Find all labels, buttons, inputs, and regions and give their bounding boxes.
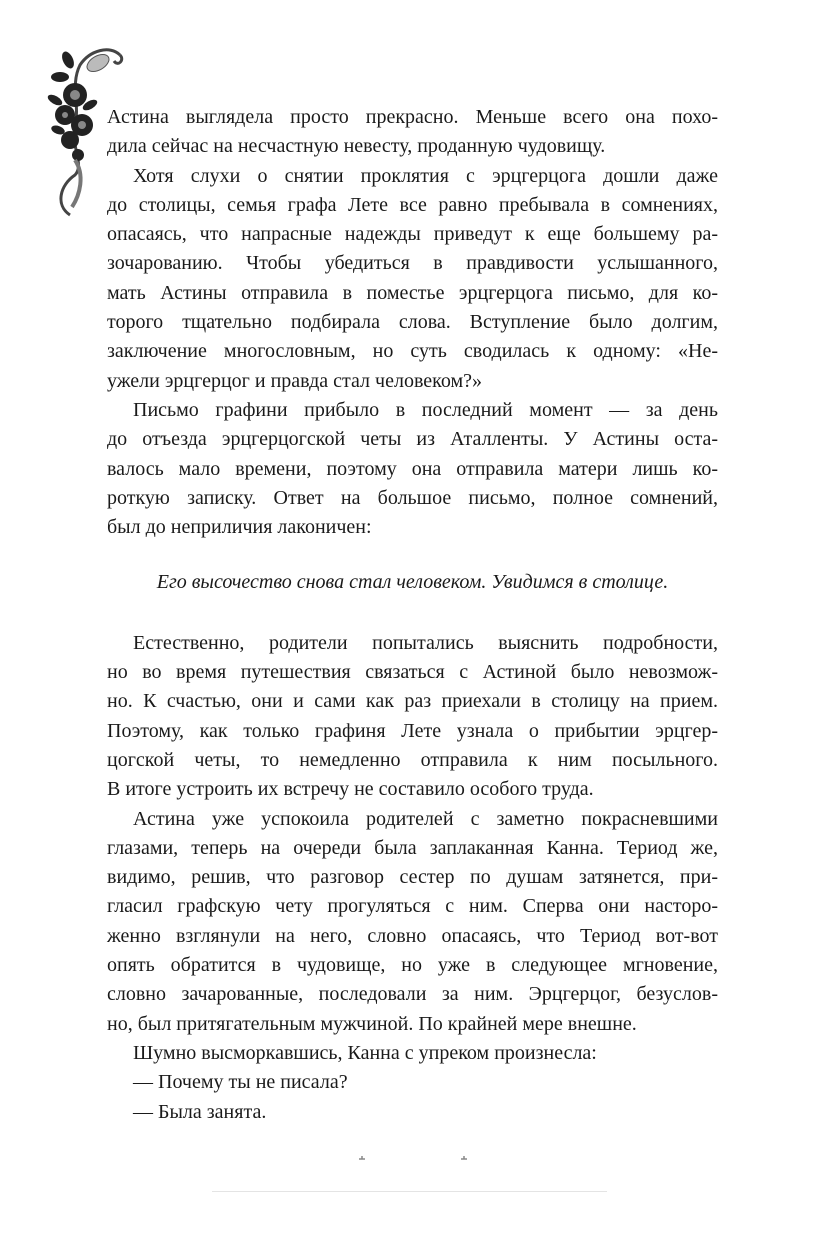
text-line: Его высочество снова стал человеком. Увидимся в столице. [156,571,669,594]
paragraph [107,805,718,1039]
text-line: глазами, теперь на очереди была заплаканная Канна. Териод же, [107,836,718,859]
text-line: дила сейчас на несчастную невесту, проданную чудовищу. [107,135,606,158]
paragraph [107,1068,718,1097]
text-line: но, был притягательным мужчиной. По крайней мере внешне. [107,1012,637,1035]
paragraph [107,1039,718,1068]
text-line: но. К счастью, они и сами как раз приехали в столицу на прием. [107,690,718,713]
text-line: Астина выглядела просто прекрасно. Меньше всего она похо- [107,106,718,128]
text-line: Письмо графини прибыло в последний момент — за день [133,398,718,421]
paragraph [107,629,718,805]
text-line: видимо, решив, что разговор сестер по душам затянется, при- [107,866,718,889]
text-line: Естественно, родители попытались выяснить подробности, [133,631,718,654]
text-line: мать Астины отправила в поместье эрцгерцога письмо, для ко- [107,281,718,304]
paragraph [107,1098,718,1127]
text-line: — Была занята. [133,1100,267,1123]
body-text [107,103,718,1127]
section-divider-ornament-icon [355,1152,475,1164]
text-line: опасаясь, что напрасные надежды приведут к еще большему ра- [107,223,718,246]
text-line: гласил графскую чету прогуляться с ним. Сперва они настоpo- [107,895,718,918]
footer-rule [212,1191,607,1192]
text-line: опять обратится в чудовище, но уже в следующее мгновение, [107,954,718,977]
text-line: Астина уже успокоила родителей с заметно покрасневшими [133,807,718,830]
paragraph [107,162,718,396]
text-line: словно зачарованные, последовали за ним. Эрцгерцог, безуслов- [107,983,718,1006]
text-line: ужели эрцгерцог и правда стал человеком?» [107,369,483,392]
text-line: до столицы, семья графа Лете все равно пребывала в сомнениях, [107,193,718,216]
text-line: зочарованию. Чтобы убедиться в правдивости услышанного, [107,252,718,275]
paragraph [107,396,718,542]
text-line: Хотя слухи о снятии проклятия с эрцгерцога дошли даже [133,164,718,187]
text-line: Поэтому, как только графиня Лете узнала о прибытии эрцгер- [107,719,718,742]
text-line: цогской четы, то немедленно отправила к ним посыльного. [107,748,718,771]
text-line: был до неприличия лаконичен: [107,516,372,539]
text-line: женно взглянули на него, словно опасаясь, что Териод вот-вот [107,924,718,947]
text-line: В итоге устроить их встречу не составило особого труда. [107,778,594,801]
paragraph [107,103,718,162]
text-line: заключение многословным, но суть сводилась к одному: «Не- [107,340,718,363]
text-line: но во время путешествия связаться с Астиной было невозмож- [107,661,718,684]
quoted-letter [107,568,718,597]
text-line: — Почему ты не писала? [133,1071,348,1094]
text-line: Шумно высморкавшись, Канна с упреком произнесла: [133,1041,597,1064]
text-line: до отъезда эрцгерцогской четы из Аталленты. У Астины оста- [107,428,718,451]
text-line: роткую записку. Ответ на большое письмо, полное сомнений, [107,486,718,509]
text-line: торого тщательно подбирала слова. Вступление было долгим, [107,311,718,334]
text-line: валось мало времени, поэтому она отправила матери лишь ко- [107,457,718,480]
